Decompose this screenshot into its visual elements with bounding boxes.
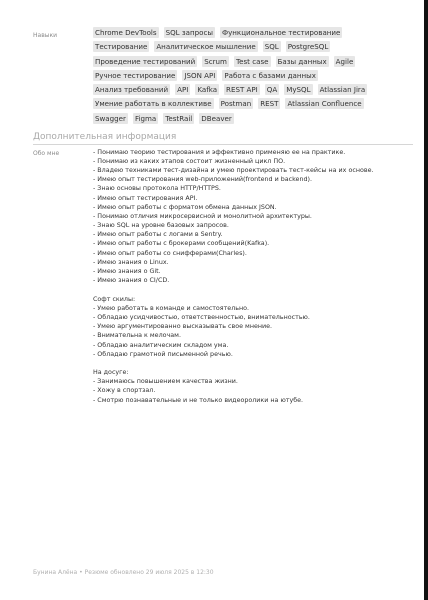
about-line: - Умею работать в команде и самостоятельно. bbox=[93, 304, 250, 312]
about-line: - Понимаю из каких этапов состоит жизненный цикл ПО. bbox=[93, 157, 286, 165]
skill-tag: DBeaver bbox=[201, 113, 232, 123]
skill-tag: Test case bbox=[235, 56, 269, 66]
scrollbar[interactable] bbox=[424, 0, 428, 600]
about-line: - Имею опыт работы с брокерами сообщений(Kafka). bbox=[93, 240, 270, 248]
about-line: - Внимательна к мелочам. bbox=[93, 332, 181, 340]
about-line: - Имею знания о Git. bbox=[93, 268, 161, 276]
skill-tag: Проведение тестирований bbox=[95, 56, 196, 66]
about-label: Обо мне bbox=[33, 150, 60, 157]
about-line: - Знаю SQL на уровне базовых запросов. bbox=[93, 222, 229, 230]
skill-tag: Аналитическое мышление bbox=[156, 42, 256, 52]
about-line: - Имею опыт тестирования web-приложений(frontend и backend). bbox=[93, 176, 313, 184]
blank-line bbox=[93, 359, 413, 368]
skill-tag: Умение работать в коллективе bbox=[95, 99, 212, 109]
about-line: - Имею опыт работы со снифферами(Charles). bbox=[93, 249, 247, 257]
section-divider bbox=[33, 144, 413, 145]
skill-tag: SQL bbox=[264, 42, 279, 52]
skill-tag: Atlassian Jira bbox=[319, 85, 366, 95]
about-line: - Обладаю грамотной письменной речью. bbox=[93, 350, 233, 358]
skill-tag: API bbox=[177, 85, 189, 95]
skill-tag: Atlassian Confluence bbox=[287, 99, 362, 109]
blank-line bbox=[93, 285, 413, 294]
about-line: - Имею знания о Linux. bbox=[93, 258, 169, 266]
about-text bbox=[93, 148, 413, 405]
about-line: - Понимаю теорию тестирования и эффективно применяю ее на практике. bbox=[93, 148, 346, 156]
skill-tag: Работа с базами данных bbox=[224, 70, 316, 80]
about-line: - Имею опыт тестирования API. bbox=[93, 194, 198, 202]
skill-tag: PostgreSQL bbox=[287, 42, 329, 52]
about-line: - Знаю основы протокола HTTP/HTTPS. bbox=[93, 185, 221, 193]
skill-tag: QA bbox=[266, 85, 278, 95]
skill-tag: Chrome DevTools bbox=[95, 28, 157, 37]
about-line: - Умею аргументированно высказывать свое мнение. bbox=[93, 323, 273, 331]
skill-tag: Kafka bbox=[197, 85, 218, 95]
skill-tag: Swagger bbox=[95, 113, 126, 123]
about-line: - Имею знания о CI/CD. bbox=[93, 277, 170, 285]
about-line: - Обладаю аналитическим складом ума. bbox=[93, 341, 229, 349]
skill-tag: JSON API bbox=[184, 70, 216, 80]
skill-tag: REST API bbox=[226, 85, 258, 95]
about-line: - Понимаю отличия микросервисной и монолитной архитектуры. bbox=[93, 212, 312, 220]
footer-updated: Бунина Алёна • Резюме обновлено 29 июля 2025 в 12:30 bbox=[33, 569, 214, 576]
about-line: - Владею техниками тест-дизайна и умею проектировать тест-кейсы на их основе. bbox=[93, 166, 374, 174]
skills-tag-list bbox=[93, 27, 393, 127]
skill-tag: Функциональное тестирование bbox=[221, 28, 341, 37]
about-line: - Занимаюсь повышением качества жизни. bbox=[93, 378, 238, 386]
about-line: - Имею опыт работы с логами в Sentry. bbox=[93, 231, 223, 239]
skill-tag: Базы данных bbox=[277, 56, 327, 66]
skill-tag: Анализ требований bbox=[95, 85, 169, 95]
skills-label: Навыки bbox=[33, 32, 57, 39]
skill-tag: MySQL bbox=[286, 85, 311, 95]
about-line: Софт скилы: bbox=[93, 295, 136, 303]
skill-tag: Figma bbox=[134, 113, 157, 123]
skill-tag: Postman bbox=[220, 99, 252, 109]
skill-tag: Scrum bbox=[204, 56, 227, 66]
about-line: На досуге: bbox=[93, 369, 129, 377]
additional-info-title: Дополнительная информация bbox=[33, 132, 177, 142]
skill-tag: SQL запросы bbox=[165, 28, 213, 37]
skill-tag: Ручное тестирование bbox=[95, 70, 176, 80]
skill-tag: Agile bbox=[335, 56, 354, 66]
skill-tag: Тестирование bbox=[95, 42, 148, 52]
about-line: - Имею опыт работы с форматом обмена данных JSON. bbox=[93, 203, 277, 211]
skill-tag: REST bbox=[260, 99, 279, 109]
about-line: - Смотрю познавательные и не только видеоролики на ютубе. bbox=[93, 396, 304, 404]
about-line: - Хожу в спортзал. bbox=[93, 387, 156, 395]
about-line: - Обладаю усидчивостью, ответственностью, внимательностью. bbox=[93, 313, 310, 321]
skill-tag: TestRail bbox=[165, 113, 193, 123]
